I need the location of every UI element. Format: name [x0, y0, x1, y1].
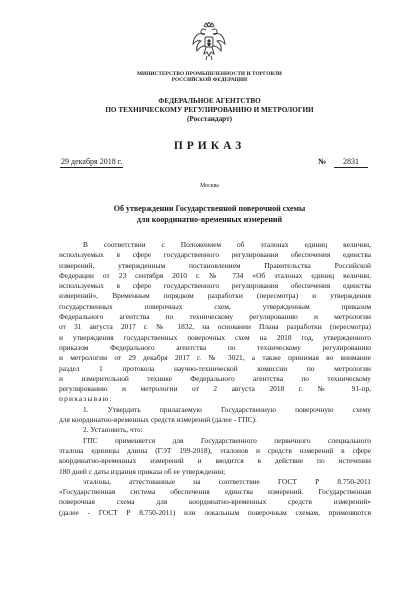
- body-line: 2. Установить, что:: [83, 425, 143, 435]
- body-line: приказом Федерального агентства по техническому регулированию: [59, 342, 371, 352]
- body-line: используемых в сфере государственного регулирования обеспечения единства: [59, 281, 371, 291]
- body-line: от 31 августа 2017 г. № 1832, на основании Плана разработки (пересмотра): [59, 322, 371, 332]
- body-line: поверочная схема для координатно-временных средств измерений»: [59, 497, 371, 507]
- body-line: Федерации от 23 сентября 2010 г. № 734 «Об эталонах единиц величин,: [59, 270, 371, 280]
- body-line: (далее - ГОСТ Р 8.750-2011) или локальным поверочным схемам, применяются: [59, 507, 371, 517]
- body-line: эталоны, аттестованные на соответствие ГОСТ Р 8.750-2011: [83, 476, 371, 486]
- number-sign: №: [318, 157, 327, 166]
- body-line: координатно-временных измерений и вводится в действие по истечении: [59, 456, 371, 466]
- body-line: измерений, утвержденным постановлением Правительства Российской: [59, 260, 371, 270]
- body-line: ГПС применяется для Государственного первичного специального: [83, 435, 371, 445]
- body-line: 180 дней с даты издания приказа об ее утверждении;: [59, 466, 226, 476]
- subject-line: для координатно-временных измерений: [136, 214, 283, 224]
- body-line: Федерального агентства по техническому регулированию и метрологии: [59, 312, 371, 322]
- body-line: и метрологии от 29 декабря 2017 г. № 3021, а также принимая во внимание: [59, 353, 371, 363]
- ministry-name: [0, 71, 419, 84]
- agency-line: ПО ТЕХНИЧЕСКОМУ РЕГУЛИРОВАНИЮ И МЕТРОЛОГИИ: [105, 106, 314, 114]
- order-date: 29 декабря 2018 г.: [61, 157, 123, 166]
- body-line: государственных поверочных схем, утвержденным приказом: [59, 301, 371, 311]
- body-line: эталона единицы длины (ГЭТ 199-2018), эталонов и средств измерений в сфере: [59, 445, 371, 455]
- body-line: 1. Утвердить прилагаемую Государственную поверочную схему: [83, 404, 371, 414]
- order-subject: [0, 204, 419, 225]
- agency-short-name: (Росстандарт): [187, 115, 232, 123]
- ministry-line: МИНИСТЕРСТВО ПРОМЫШЛЕННОСТИ И ТОРГОВЛИ: [137, 71, 282, 77]
- body-line: измерений», Временным порядком разработки (пересмотра) и утверждения: [59, 291, 371, 301]
- document-type-title: ПРИКАЗ: [173, 140, 246, 152]
- body-line: «Государственная система обеспечения единства измерений. Государственная: [59, 487, 371, 497]
- body-line: регулированию и метрологии от 2 августа 2018 г. № 91-пр,: [59, 384, 371, 394]
- body-line: для координатно-временных средств измерений (далее - ГПС).: [59, 415, 257, 425]
- agency-line: ФЕДЕРАЛЬНОЕ АГЕНТСТВО: [158, 97, 261, 105]
- body-line: и утверждения государственных поверочных схем на 2018 год, утвержденного: [59, 332, 371, 342]
- coat-of-arms-icon: [192, 22, 226, 62]
- subject-line: Об утверждении Государственной поверочной схемы: [113, 204, 306, 213]
- order-number: 2831: [334, 157, 368, 168]
- ministry-line: РОССИЙСКОЙ ФЕДЕРАЦИИ: [171, 77, 248, 84]
- body-line: В соответствии с Положением об эталонах единиц величин,: [83, 240, 371, 249]
- body-line: и измерительной технике Федерального агентства по техническому: [59, 373, 371, 383]
- agency-name: [0, 97, 419, 124]
- place-of-issue: Москва: [200, 183, 219, 189]
- body-line: раздел 1 протокола научно-технической комиссии по метрологии: [59, 363, 371, 373]
- order-body: [59, 240, 371, 518]
- body-line: приказываю:: [59, 394, 113, 404]
- body-line: используемых в сфере государственного регулирования обеспечения единства: [59, 250, 371, 260]
